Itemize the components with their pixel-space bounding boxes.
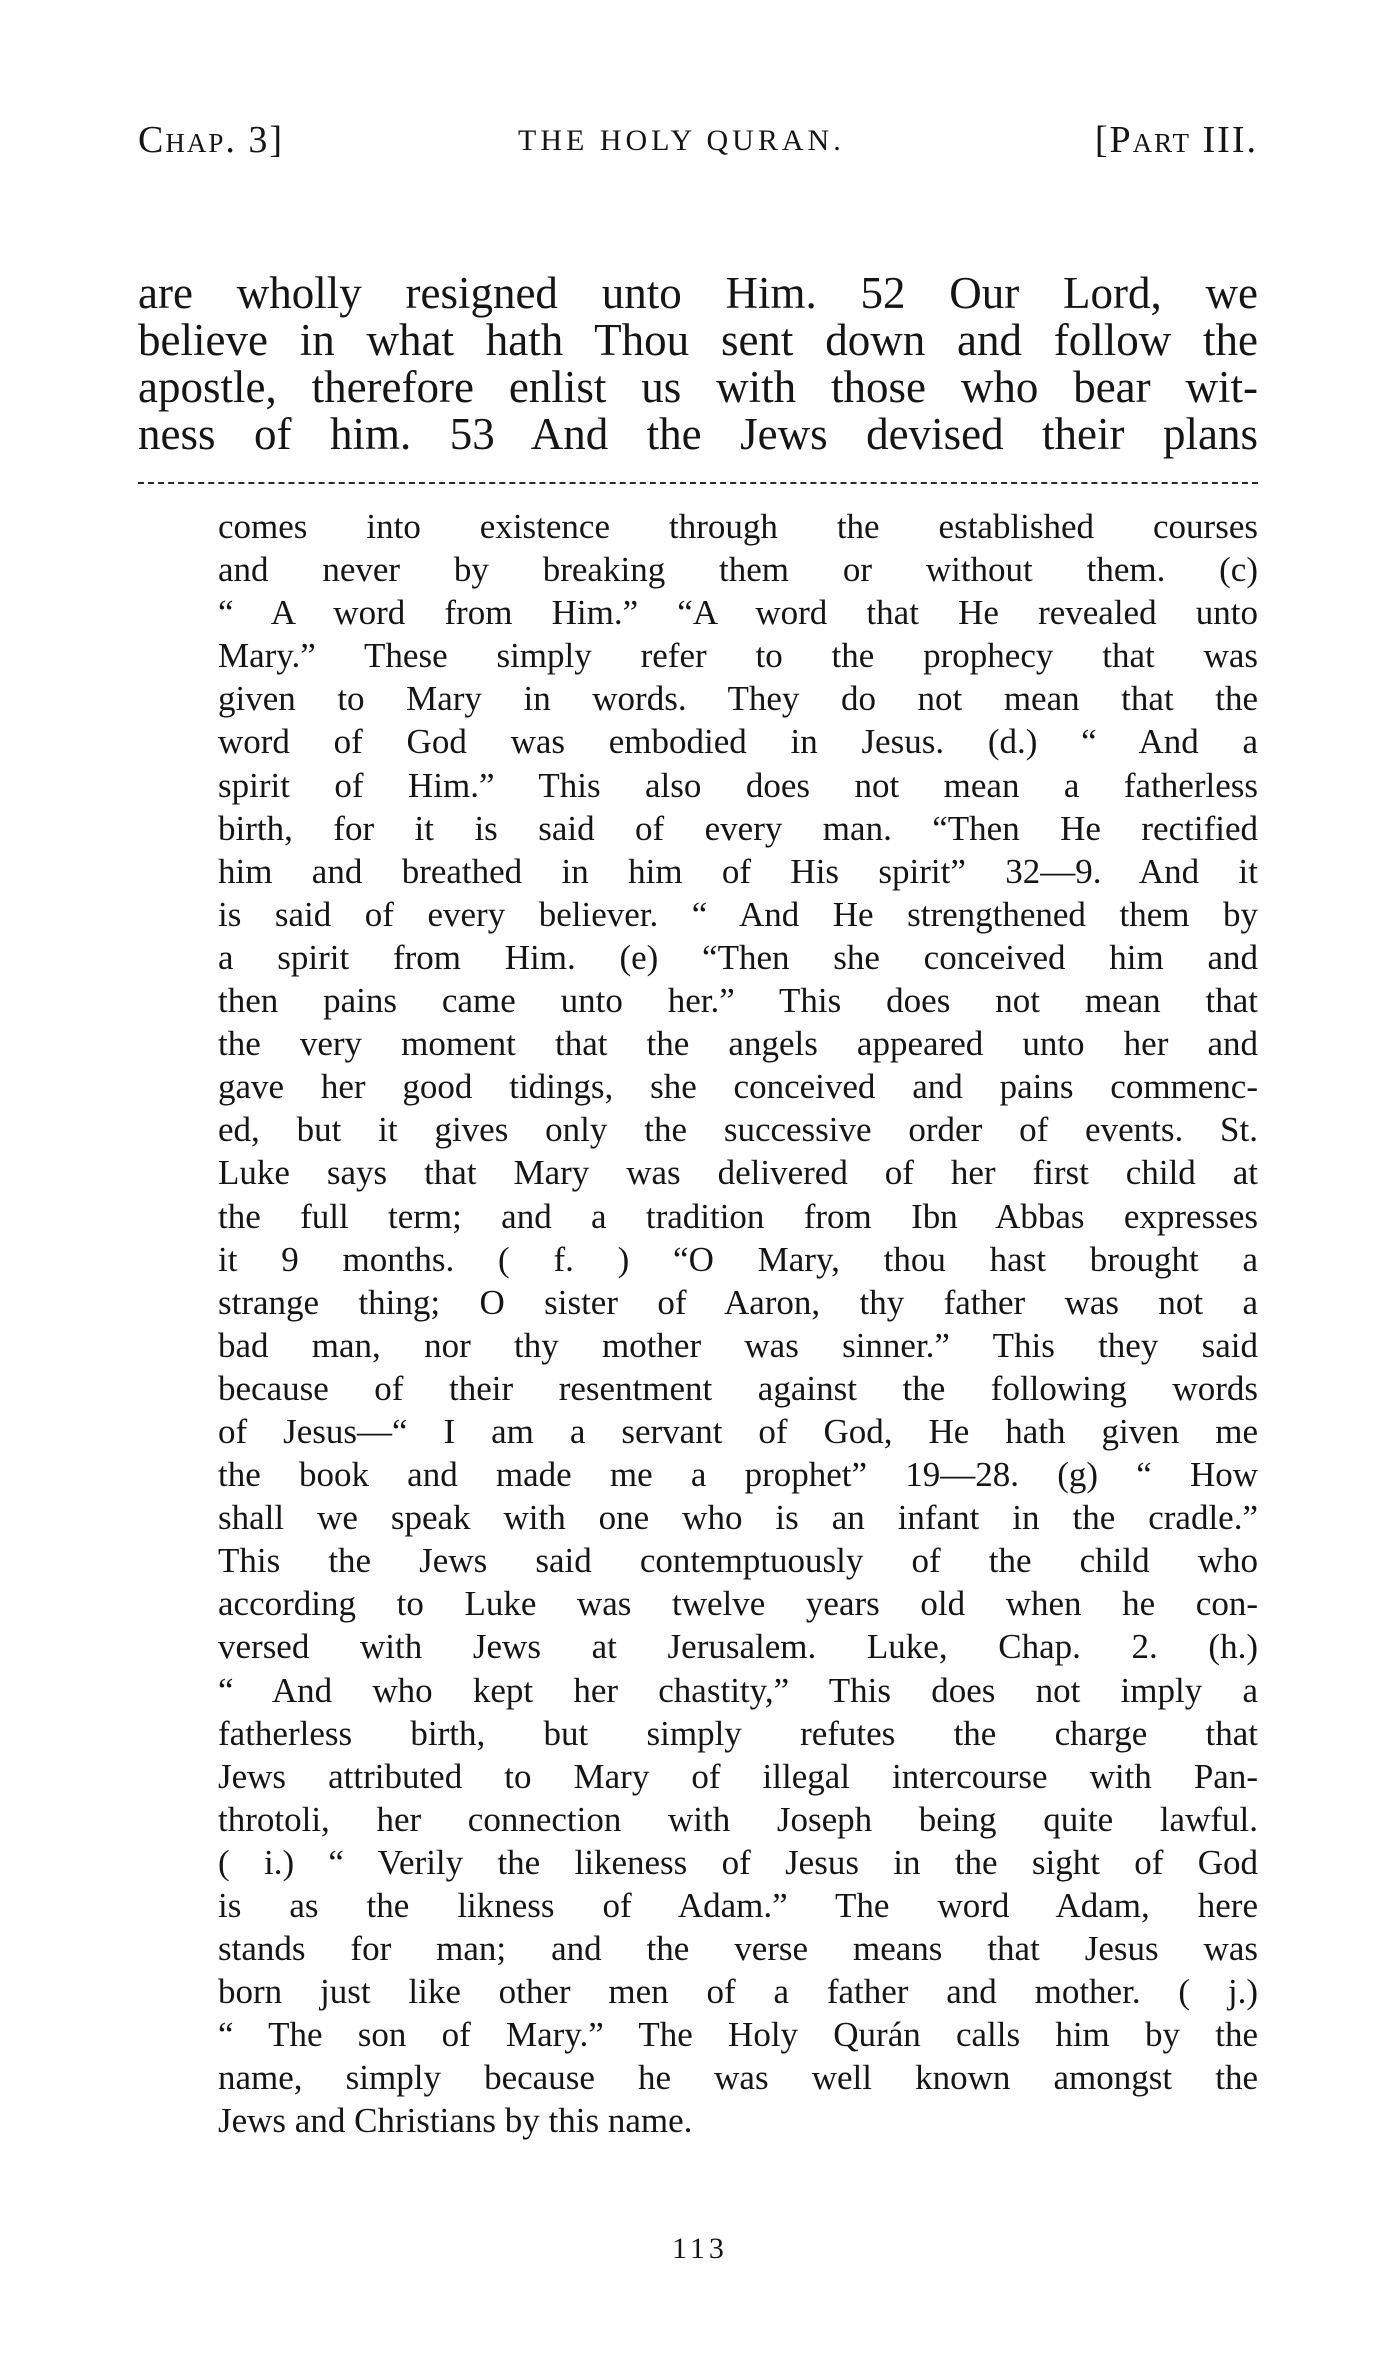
footnote-line: Jews and Christians by this name. — [218, 2101, 693, 2141]
chapter-label: Chap. 3] — [138, 119, 285, 161]
verse-text — [138, 270, 1258, 458]
footnote-line: versed with Jews at Jerusalem. Luke, Chap. 2. (h.) — [218, 1627, 1258, 1667]
footnote-line: stands for man; and the verse means that Jesus was — [218, 1929, 1258, 1969]
footnote-line: birth, for it is said of every man. “Then He rectified — [218, 808, 1258, 848]
footnote-line: him and breathed in him of His spirit” 32—9. And it — [218, 851, 1258, 891]
footnote-line: ( i.) “ Verily the likeness of Jesus in the sight of God — [218, 1842, 1258, 1882]
footnote-line: is said of every believer. “ And He strengthened them by — [218, 894, 1258, 934]
footnote-line: and never by breaking them or without them. (c) — [218, 550, 1258, 590]
running-header — [138, 118, 1258, 178]
footnote-line: name, simply because he was well known amongst the — [218, 2058, 1258, 2098]
footnote-line: Mary.” These simply refer to the prophecy that was — [218, 636, 1258, 676]
verse-line: believe in what hath Thou sent down and follow the — [138, 315, 1258, 365]
verse-line: are wholly resigned unto Him. 52 Our Lord, we — [138, 268, 1258, 318]
footnote-line: gave her good tidings, she conceived and pains commenc- — [218, 1067, 1258, 1107]
book-title: THE HOLY QURAN. — [518, 124, 845, 157]
footnote-line: Luke says that Mary was delivered of her first child at — [218, 1153, 1258, 1193]
footnote-line: it 9 months. ( f. ) “O Mary, thou hast brought a — [218, 1239, 1258, 1279]
footnote-line: the book and made me a prophet” 19—28. (g) “ How — [218, 1455, 1258, 1495]
footnote-line: This the Jews said contemptuously of the child who — [218, 1541, 1258, 1581]
footnote-line: bad man, nor thy mother was sinner.” This they said — [218, 1325, 1258, 1365]
verse-line: ness of him. 53 And the Jews devised their plans — [138, 409, 1258, 459]
page-number: 113 — [672, 2232, 728, 2265]
footnote-line: fatherless birth, but simply refutes the charge that — [218, 1713, 1258, 1753]
footnote-line: spirit of Him.” This also does not mean a fatherless — [218, 765, 1258, 805]
footnote-line: “ A word from Him.” “A word that He revealed unto — [218, 593, 1258, 633]
footnote-line: according to Luke was twelve years old when he con- — [218, 1584, 1258, 1624]
footnote-line: “ And who kept her chastity,” This does not imply a — [218, 1670, 1258, 1710]
footnote-line: word of God was embodied in Jesus. (d.) “ And a — [218, 722, 1258, 762]
footnote-line: the very moment that the angels appeared unto her and — [218, 1024, 1258, 1064]
footnote-line: the full term; and a tradition from Ibn Abbas expresses — [218, 1196, 1258, 1236]
footnote-line: because of their resentment against the following words — [218, 1368, 1258, 1408]
footnote-line: is as the likness of Adam.” The word Adam, here — [218, 1886, 1258, 1925]
footnote-line: strange thing; O sister of Aaron, thy father was not a — [218, 1282, 1258, 1322]
footnote-line: given to Mary in words. They do not mean that the — [218, 679, 1258, 719]
footnote-line: then pains came unto her.” This does not mean that — [218, 981, 1258, 1021]
footnote-commentary — [218, 505, 1258, 2143]
footnote-divider — [138, 482, 1258, 484]
footnote-line: “ The son of Mary.” The Holy Qurán calls him by the — [218, 2015, 1258, 2055]
part-label: [Part III. — [1094, 119, 1258, 161]
footnote-line: throtoli, her connection with Joseph being quite lawful. — [218, 1799, 1258, 1839]
footnote-line: comes into existence through the established courses — [218, 507, 1258, 546]
footnote-line: of Jesus—“ I am a servant of God, He hath given me — [218, 1411, 1258, 1451]
footnote-line: shall we speak with one who is an infant in the cradle.” — [218, 1498, 1258, 1538]
footnote-line: Jews attributed to Mary of illegal intercourse with Pan- — [218, 1756, 1258, 1796]
footnote-line: a spirit from Him. (e) “Then she conceived him and — [218, 937, 1258, 977]
footnote-line: ed, but it gives only the successive order of events. St. — [218, 1110, 1258, 1150]
verse-line: apostle, therefore enlist us with those who bear wit- — [138, 362, 1258, 412]
footnote-line: born just like other men of a father and mother. ( j.) — [218, 1972, 1258, 2012]
